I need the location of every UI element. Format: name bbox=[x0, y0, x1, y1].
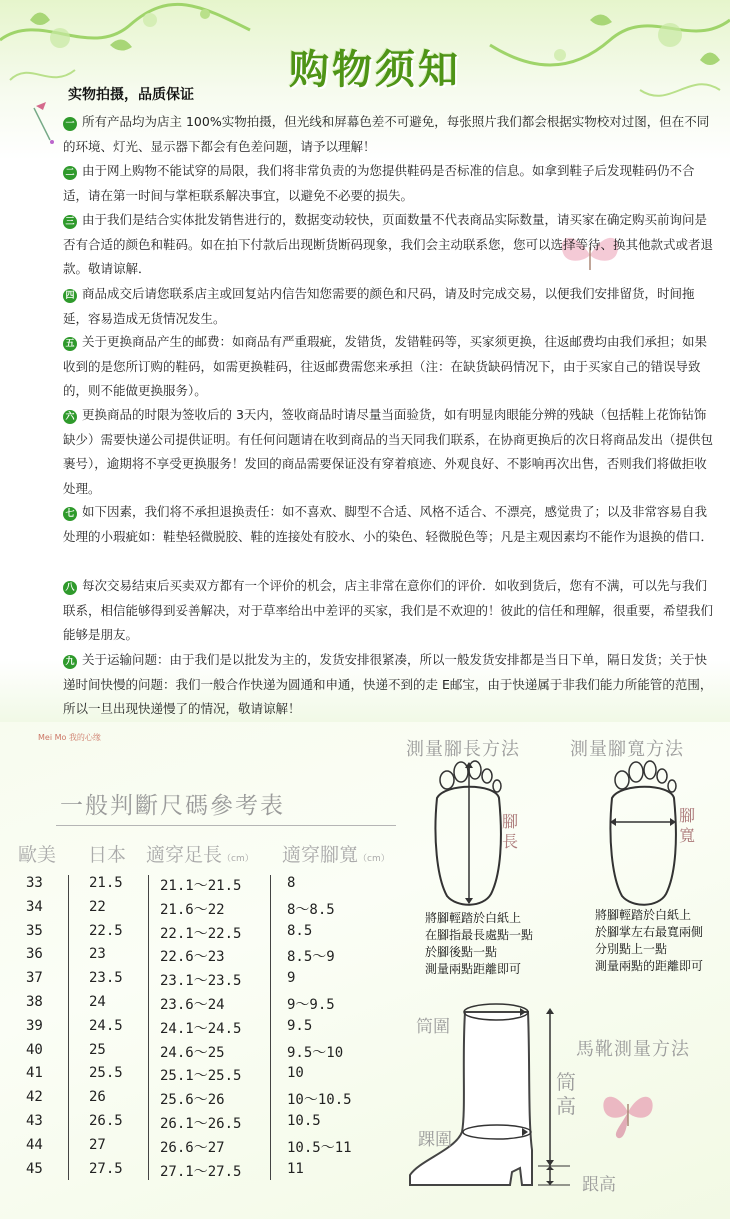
cell-foot-length: 24.6～25 bbox=[160, 1044, 225, 1061]
shaft-circumference-label: 筒圍 bbox=[416, 1017, 450, 1037]
notice-item-text: 如下因素，我们将不承担退换责任：如不喜欢、脚型不合适、风格不适合、不漂亮，感觉贵了；以及非常容易自我处理的小瑕疵如：鞋垫轻微脱胶、鞋的连接处有胶水、小的染色、轻微脱色等；凡是主观因素均不能作为退换的借口． bbox=[63, 504, 714, 544]
header-foot-width-text: 適穿腳寬 bbox=[282, 844, 359, 866]
boot-method-title: 馬靴測量方法 bbox=[576, 1039, 690, 1060]
cell-eu: 36 bbox=[26, 946, 43, 963]
title-divider bbox=[56, 825, 396, 826]
cell-foot-width: 10～10.5 bbox=[287, 1092, 352, 1109]
notice-item-text: 每次交易结束后买卖双方都有一个评价的机会，店主非常在意你们的评价．如收到货后，您有不满，可以先与我们联系，相信能够得到妥善解决，对于草率给出中差评的买家，我们是不欢迎的！彼此的信任和理解，很重要，希望我们能够是朋友。 bbox=[63, 578, 714, 642]
length-step: 將腳輕踏於白紙上 bbox=[425, 911, 522, 925]
ankle-circumference-label: 踝圍 bbox=[418, 1130, 452, 1150]
header-jp: 日本 bbox=[88, 844, 127, 866]
notice-item bbox=[63, 500, 718, 549]
notice-item-text: 更换商品的时限为签收后的 3天内，签收商品时请尽量当面验货，如有明显肉眼能分辨的残缺（包括鞋上花饰钻饰缺少）需要快递公司提供证明。有任何问题请在收到商品的当天同我们联系，在协商更换后的次日将商品发出（提供包裹号），逾期将不享受更换服务！发回的商品需要保证没有穿着痕迹、外观良好、不影响再次出售，否则我们将做拒收处理。 bbox=[63, 407, 714, 496]
item-marker-icon: 七 bbox=[63, 507, 77, 521]
shaft-height-label: 筒高 bbox=[556, 1070, 576, 1118]
cell-eu: 43 bbox=[26, 1113, 43, 1129]
notice-item bbox=[63, 648, 718, 722]
header-foot-length bbox=[146, 840, 254, 867]
cell-eu: 33 bbox=[26, 875, 43, 891]
butterfly-icon bbox=[598, 1082, 658, 1142]
cell-foot-width: 10.5 bbox=[287, 1113, 321, 1129]
length-step: 在腳指最長處點一點 bbox=[425, 928, 534, 942]
cell-jp: 24 bbox=[89, 994, 106, 1010]
notice-item-text: 由于网上购物不能试穿的局限，我们将非常负责的为您提供鞋码是否标准的信息。如拿到鞋子后发现鞋码仍不合适，请在第一时间与掌柜联系解决事宜，以避免不必要的损失。 bbox=[63, 163, 695, 203]
cell-foot-length: 25.1～25.5 bbox=[160, 1068, 242, 1085]
cell-jp: 25.5 bbox=[89, 1065, 123, 1082]
cell-foot-length: 25.6～26 bbox=[160, 1092, 225, 1109]
unit-label: （cm） bbox=[358, 854, 390, 864]
notice-item bbox=[63, 208, 718, 282]
column-divider bbox=[148, 875, 149, 1180]
cell-eu: 35 bbox=[26, 922, 43, 939]
foot-width-label: 腳寬 bbox=[679, 806, 696, 845]
foot-length-label: 腳長 bbox=[502, 812, 519, 851]
cell-eu: 39 bbox=[26, 1017, 43, 1034]
cell-foot-width: 11 bbox=[287, 1160, 304, 1177]
width-step: 將腳輕踏於白紙上 bbox=[595, 908, 692, 922]
cell-eu: 42 bbox=[26, 1089, 43, 1106]
length-step: 測量兩點距離即可 bbox=[425, 962, 522, 976]
cell-eu: 44 bbox=[26, 1136, 43, 1153]
cell-foot-width: 9 bbox=[287, 970, 296, 987]
item-marker-icon: 六 bbox=[63, 410, 77, 424]
cell-eu: 34 bbox=[26, 898, 43, 915]
header-foot-width bbox=[282, 840, 390, 867]
cell-jp: 27.5 bbox=[89, 1160, 123, 1177]
notice-title: 购物须知 bbox=[289, 47, 461, 93]
cell-eu: 38 bbox=[26, 994, 43, 1010]
cell-foot-length: 26.1～26.5 bbox=[160, 1116, 242, 1132]
item-marker-icon: 四 bbox=[63, 289, 77, 303]
width-step: 測量兩點的距離即可 bbox=[595, 959, 704, 973]
cell-jp: 22.5 bbox=[89, 922, 123, 939]
notice-item-text: 由于我们是结合实体批发销售进行的，数据变动较快，页面数量不代表商品实际数量，请买家在确定购买前询问是否有合适的颜色和鞋码。如在拍下付款后出现断货断码现象，我们会主动联系您，您可以选择等待、换其他款式或者退款。敬请谅解． bbox=[63, 212, 714, 276]
cell-jp: 26 bbox=[89, 1089, 106, 1106]
notice-item-text: 关于运输问题：由于我们是以批发为主的，发货安排很紧凑，所以一般发货安排都是当日下单，隔日发货；关于快递时间快慢的问题：我们一般合作快递为圆通和申通，快递不到的走 E邮宝，由于快递属于非我们能力所能管的范围，所以一旦出现快递慢了的情况，敬请谅解！ bbox=[63, 652, 713, 716]
heel-height-label: 跟高 bbox=[582, 1175, 616, 1195]
notice-item bbox=[63, 110, 718, 159]
cell-jp: 23 bbox=[89, 946, 106, 963]
notice-item-text: 关于更换商品产生的邮费：如商品有严重瑕疵，发错货，发错鞋码等，买家须更换，往返邮费均由我们承担；如果收到的是您所订购的鞋码，如需更换鞋码，往返邮费需您来承担（注：在缺货缺码情况下，由于买家自己的错误导致的，则不能做更换服务）。 bbox=[63, 334, 708, 398]
cell-foot-length: 27.1～27.5 bbox=[160, 1163, 242, 1180]
cell-foot-length: 21.1～21.5 bbox=[160, 878, 242, 894]
foot-width-steps bbox=[595, 907, 703, 975]
cell-foot-length: 24.1～24.5 bbox=[160, 1020, 242, 1037]
cell-foot-width: 9～9.5 bbox=[287, 997, 335, 1013]
cell-foot-width: 10 bbox=[287, 1065, 304, 1082]
cell-foot-length: 22.6～23 bbox=[160, 949, 225, 966]
size-chart-title: 一般判斷尺碼參考表 bbox=[60, 793, 285, 819]
cell-jp: 21.5 bbox=[89, 875, 123, 891]
width-step: 於腳掌左右最寬兩側 bbox=[595, 925, 704, 939]
cell-eu: 40 bbox=[26, 1041, 43, 1058]
cell-jp: 24.5 bbox=[89, 1017, 123, 1034]
cell-foot-width: 8.5～9 bbox=[287, 949, 335, 966]
cell-jp: 22 bbox=[89, 898, 106, 915]
cell-eu: 41 bbox=[26, 1065, 43, 1082]
notice-item bbox=[63, 282, 718, 331]
cell-foot-length: 22.1～22.5 bbox=[160, 925, 242, 942]
column-divider bbox=[68, 875, 69, 1180]
cell-foot-length: 23.1～23.5 bbox=[160, 973, 242, 990]
unit-label: （cm） bbox=[222, 854, 254, 864]
notice-item bbox=[63, 574, 718, 648]
cell-foot-length: 26.6～27 bbox=[160, 1139, 225, 1156]
notice-subtitle: 实物拍摄，品质保证 bbox=[68, 87, 194, 103]
cell-foot-width: 8～8.5 bbox=[287, 901, 335, 918]
cell-foot-width: 8 bbox=[287, 875, 296, 891]
column-divider bbox=[270, 875, 271, 1180]
cell-eu: 37 bbox=[26, 970, 43, 987]
item-marker-icon: 五 bbox=[63, 337, 77, 351]
fairy-icon bbox=[28, 100, 58, 145]
header-eu: 歐美 bbox=[18, 844, 57, 866]
foot-length-method-title: 測量腳長方法 bbox=[406, 739, 520, 760]
cell-foot-width: 9.5～10 bbox=[287, 1044, 344, 1061]
notice-item-text: 商品成交后请您联系店主或回复站内信告知您需要的颜色和尺码，请及时完成交易，以便我们安排留货，时间拖延，容易造成无货情况发生。 bbox=[63, 286, 695, 326]
notice-item bbox=[63, 403, 718, 501]
notice-item-text: 所有产品均为店主 100%实物拍摄，但光线和屏幕色差不可避免，每张照片我们都会根据实物校对过图，但在不同的环境、灯光、显示器下都会有色差问题，请予以理解！ bbox=[63, 114, 710, 154]
header-foot-length-text: 適穿足長 bbox=[146, 844, 223, 866]
brand-logo: Mei Mo 我的心缘 bbox=[38, 733, 101, 742]
notice-item bbox=[63, 330, 718, 404]
cell-foot-width: 8.5 bbox=[287, 922, 313, 939]
cell-eu: 45 bbox=[26, 1160, 43, 1177]
cell-jp: 26.5 bbox=[89, 1113, 123, 1129]
cell-jp: 23.5 bbox=[89, 970, 123, 987]
foot-width-method-title: 測量腳寬方法 bbox=[570, 739, 684, 760]
foot-length-steps bbox=[425, 910, 533, 978]
item-marker-icon: 一 bbox=[63, 117, 77, 131]
item-marker-icon: 三 bbox=[63, 215, 77, 229]
length-step: 於腳後點一點 bbox=[425, 945, 498, 959]
cell-jp: 25 bbox=[89, 1041, 106, 1058]
cell-jp: 27 bbox=[89, 1136, 106, 1153]
item-marker-icon: 八 bbox=[63, 581, 77, 595]
width-step: 分別點上一點 bbox=[595, 942, 668, 956]
cell-foot-width: 10.5～11 bbox=[287, 1139, 352, 1156]
cell-foot-length: 21.6～22 bbox=[160, 901, 225, 918]
item-marker-icon: 二 bbox=[63, 166, 77, 180]
item-marker-icon: 九 bbox=[63, 655, 77, 669]
cell-foot-length: 23.6～24 bbox=[160, 997, 225, 1013]
notice-item bbox=[63, 159, 718, 208]
cell-foot-width: 9.5 bbox=[287, 1017, 313, 1034]
